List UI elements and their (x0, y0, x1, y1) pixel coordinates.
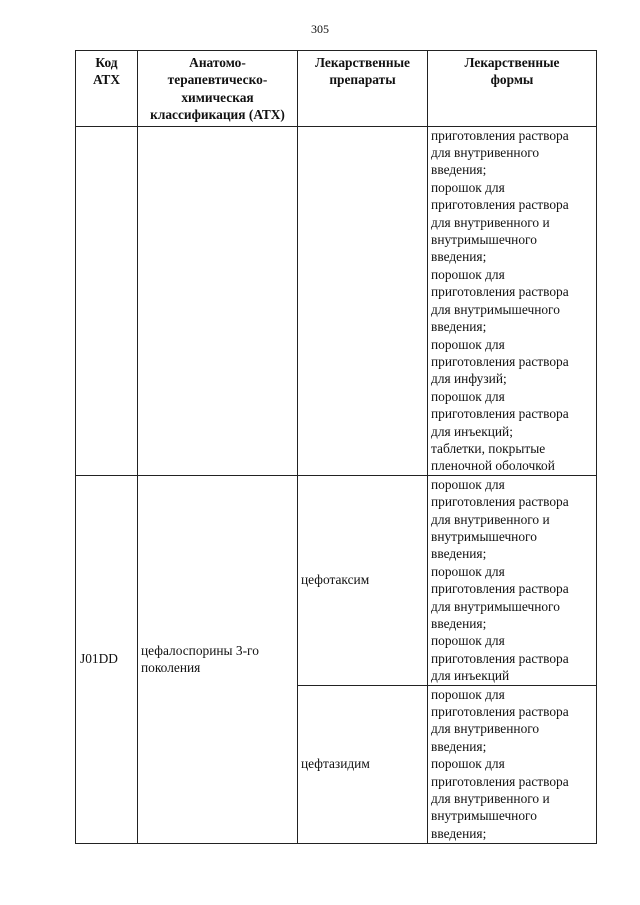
cell-forms: приготовления раствора для внутривенного введения; порошок для приготовления раствора для внутривенного и внутримышечного введения; порошок для приготовления раствора для внутримышечного введения; порошок для приготовления раствора для инфузий; порошок для приготовления раствора для инъекций; таблетки, покрытые пленочной оболочкой (428, 126, 597, 475)
cell-forms: порошок для приготовления раствора для внутривенного введения; порошок для приготовления раствора для внутривенного и внутримышечного введения; (428, 685, 597, 843)
cell-drug: цефотаксим (298, 475, 428, 685)
header-code: Код АТХ (76, 51, 138, 127)
cell-code (76, 126, 138, 475)
table-row (76, 475, 597, 685)
header-drugs: Лекарственные препараты (298, 51, 428, 127)
table-row (76, 126, 597, 475)
table-header-row (76, 51, 597, 127)
header-forms: Лекарственные формы (428, 51, 597, 127)
cell-forms: порошок для приготовления раствора для внутривенного и внутримышечного введения; порошок для приготовления раствора для внутримышечного введения; порошок для приготовления раствора для инъекций (428, 475, 597, 685)
cell-code: J01DD (76, 475, 138, 843)
cell-drug: цефтазидим (298, 685, 428, 843)
header-classification: Анатомо- терапевтическо- химическая классификация (АТХ) (138, 51, 298, 127)
cell-classification: цефалоспорины 3-го поколения (138, 475, 298, 843)
atx-table (75, 50, 597, 844)
cell-classification (138, 126, 298, 475)
cell-drug (298, 126, 428, 475)
page-number: 305 (311, 22, 329, 36)
